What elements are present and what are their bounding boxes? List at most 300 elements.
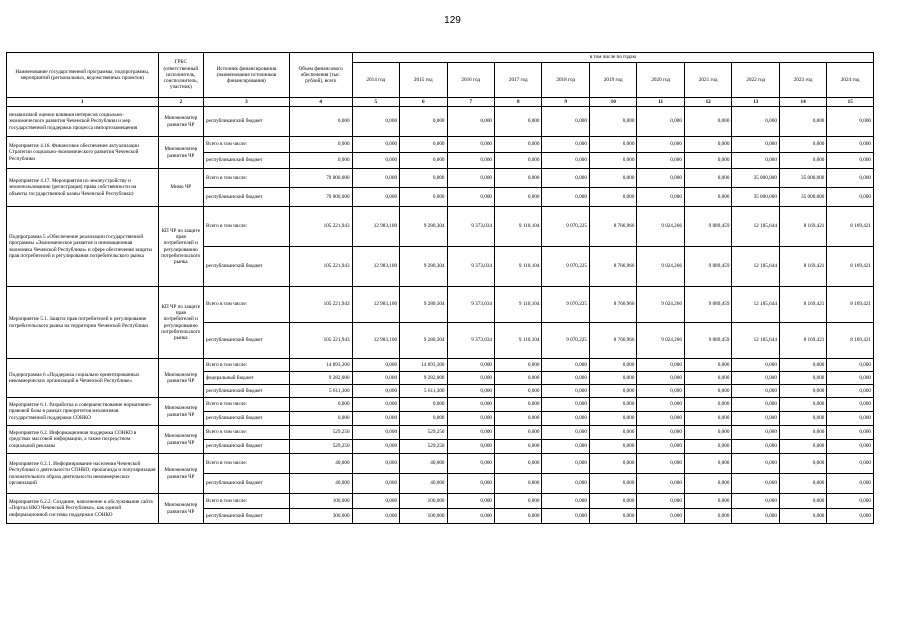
- funding-source-cell: республиканский бюджет: [204, 385, 290, 398]
- table-row: [7, 137, 874, 153]
- year-value-cell: 0,000: [732, 137, 779, 153]
- year-value-cell: 12 185,644: [732, 247, 779, 287]
- year-value-cell: 0,000: [732, 398, 779, 412]
- grbs-cell: Минэкономтер развития ЧР: [158, 107, 203, 137]
- year-value-cell: 0,000: [542, 385, 589, 398]
- year-value-cell: 0,000: [637, 153, 684, 169]
- funding-source-cell: республиканский бюджет: [204, 412, 290, 426]
- year-value-cell: 0,000: [447, 509, 494, 524]
- grbs-cell: КП ЧР по защите прав потребителей и регулированию потребительского рынка: [158, 207, 203, 287]
- funding-source-cell: республиканский бюджет: [204, 153, 290, 169]
- year-value-cell: 0,000: [684, 440, 731, 454]
- year-value-cell: 0,000: [447, 412, 494, 426]
- funding-source-cell: республиканский бюджет: [204, 247, 290, 287]
- year-value-cell: 0,000: [495, 359, 542, 372]
- year-value-cell: 0,000: [589, 169, 636, 188]
- grbs-cell: Минэкономтер развития ЧР: [158, 398, 203, 426]
- year-value-cell: 0,000: [495, 385, 542, 398]
- year-value-cell: 0,000: [542, 412, 589, 426]
- year-value-cell: 0,000: [637, 426, 684, 440]
- year-value-cell: 8 169,421: [779, 247, 826, 287]
- year-value-cell: 0,000: [827, 137, 874, 153]
- column-number: 2: [158, 98, 203, 107]
- year-value-cell: 9 024,266: [637, 247, 684, 287]
- grbs-cell: КП ЧР по защите прав потребителей и регулированию потребительского рынка: [158, 287, 203, 359]
- year-value-cell: 0,000: [684, 137, 731, 153]
- year-value-cell: 0,000: [779, 509, 826, 524]
- table-row: [7, 287, 874, 323]
- year-value-cell: 0,000: [637, 169, 684, 188]
- year-value-cell: 0,000: [447, 137, 494, 153]
- funding-source-cell: республиканский бюджет: [204, 323, 290, 359]
- year-value-cell: 0,000: [447, 385, 494, 398]
- year-value-cell: 0,000: [732, 153, 779, 169]
- year-value-cell: 9 110,104: [495, 287, 542, 323]
- total-value-cell: 0,000: [289, 398, 352, 412]
- column-numbers-row: [7, 98, 874, 107]
- year-value-cell: 0,000: [542, 137, 589, 153]
- total-value-cell: 105 221,943: [289, 287, 352, 323]
- year-value-cell: 0,000: [495, 509, 542, 524]
- year-value-cell: 9 373,034: [447, 287, 494, 323]
- year-value-cell: 8 169,421: [827, 323, 874, 359]
- year-value-cell: 0,000: [684, 454, 731, 474]
- total-value-cell: 0,000: [289, 107, 352, 137]
- year-value-cell: 0,000: [684, 359, 731, 372]
- year-value-cell: 9 280,304: [400, 287, 447, 323]
- total-value-cell: 70 000,000: [289, 188, 352, 207]
- year-value-cell: 0,000: [732, 426, 779, 440]
- year-value-cell: 35 000,000: [732, 188, 779, 207]
- year-value-cell: 35 000,000: [732, 169, 779, 188]
- column-number: 11: [637, 98, 684, 107]
- year-value-cell: 9 089,459: [684, 323, 731, 359]
- year-value-cell: 35 000,000: [779, 169, 826, 188]
- table-row: [7, 207, 874, 247]
- year-value-cell: 0,000: [684, 188, 731, 207]
- year-value-cell: 100,000: [400, 509, 447, 524]
- year-value-cell: 0,000: [589, 474, 636, 494]
- year-value-cell: 0,000: [495, 494, 542, 509]
- year-value-cell: 0,000: [542, 494, 589, 509]
- year-value-cell: 9 280,304: [400, 247, 447, 287]
- year-value-cell: 0,000: [589, 137, 636, 153]
- year-value-cell: 0,000: [637, 509, 684, 524]
- year-value-cell: 8 169,421: [779, 207, 826, 247]
- year-value-cell: 8 766,966: [589, 207, 636, 247]
- year-value-cell: 0,000: [732, 412, 779, 426]
- year-value-cell: 9 070,225: [542, 247, 589, 287]
- year-value-cell: 0,000: [779, 398, 826, 412]
- year-value-cell: 9 280,304: [400, 323, 447, 359]
- year-value-cell: 0,000: [542, 454, 589, 474]
- year-value-cell: 9 089,459: [684, 247, 731, 287]
- total-value-cell: 9 282,000: [289, 372, 352, 385]
- program-name-cell: Мероприятие 6.2. Информационная поддержка СОНКО в средствах массовой информации, а также посредством социальной рекламы: [7, 426, 159, 454]
- year-value-cell: 0,000: [542, 169, 589, 188]
- year-value-cell: 0,000: [495, 412, 542, 426]
- header-name: Наименование государственной программы, подпрограммы, мероприятий (региональных, ведомственных проектов): [7, 53, 159, 98]
- header-year: 2014 год: [352, 63, 399, 98]
- year-value-cell: 0,000: [684, 398, 731, 412]
- program-name-cell: Мероприятие 4.17. Мероприятия по землеустройству и землепользованию (регистрация) права собственности на объекты государственной казны Чеченской Республики): [7, 169, 159, 207]
- year-value-cell: 9 024,266: [637, 323, 684, 359]
- column-number: 9: [542, 98, 589, 107]
- year-value-cell: 0,000: [447, 474, 494, 494]
- year-value-cell: 0,000: [542, 398, 589, 412]
- year-value-cell: 9 110,104: [495, 207, 542, 247]
- funding-source-cell: республиканский бюджет: [204, 474, 290, 494]
- year-value-cell: 0,000: [827, 359, 874, 372]
- year-value-cell: 0,000: [447, 169, 494, 188]
- header-year: 2022 год: [732, 63, 779, 98]
- year-value-cell: 0,000: [827, 440, 874, 454]
- funding-source-cell: Всего в том числе:: [204, 359, 290, 372]
- year-value-cell: 0,000: [352, 412, 399, 426]
- year-value-cell: 0,000: [827, 412, 874, 426]
- program-name-cell: Мероприятие 6.2.2. Создание, наполнение и обслуживание сайта «Портал НКО Чеченской Республики», как единой информационной системы поддержки СОНКО: [7, 494, 159, 524]
- year-value-cell: 0,000: [827, 454, 874, 474]
- year-value-cell: 0,000: [779, 359, 826, 372]
- total-value-cell: 0,000: [289, 153, 352, 169]
- program-name-cell: Мероприятие 4.16. Финансовое обеспечение актуализации Стратегии социально-экономического развития Чеченской Республики: [7, 137, 159, 169]
- total-value-cell: 5 611,300: [289, 385, 352, 398]
- year-value-cell: 12 185,644: [732, 287, 779, 323]
- year-value-cell: 0,000: [637, 398, 684, 412]
- year-value-cell: 0,000: [447, 494, 494, 509]
- header-year: 2017 год: [495, 63, 542, 98]
- total-value-cell: 529,250: [289, 440, 352, 454]
- header-year: 2018 год: [542, 63, 589, 98]
- year-value-cell: 529,250: [400, 426, 447, 440]
- year-value-cell: 0,000: [589, 188, 636, 207]
- header-year: 2019 год: [589, 63, 636, 98]
- table-row: [7, 454, 874, 474]
- year-value-cell: 0,000: [542, 153, 589, 169]
- year-value-cell: 0,000: [352, 385, 399, 398]
- year-value-cell: 0,000: [589, 398, 636, 412]
- year-value-cell: 8 169,421: [779, 323, 826, 359]
- funding-source-cell: Всего в том числе:: [204, 287, 290, 323]
- year-value-cell: 0,000: [732, 440, 779, 454]
- year-value-cell: 0,000: [542, 474, 589, 494]
- year-value-cell: 0,000: [352, 509, 399, 524]
- year-value-cell: 0,000: [589, 359, 636, 372]
- total-value-cell: 70 000,000: [289, 169, 352, 188]
- year-value-cell: 0,000: [637, 188, 684, 207]
- grbs-cell: Минэкономтер развития ЧР: [158, 359, 203, 398]
- year-value-cell: 0,000: [352, 169, 399, 188]
- year-value-cell: 0,000: [637, 385, 684, 398]
- year-value-cell: 0,000: [589, 385, 636, 398]
- table-row: [7, 426, 874, 440]
- year-value-cell: 8 169,421: [779, 287, 826, 323]
- year-value-cell: 0,000: [447, 372, 494, 385]
- year-value-cell: 0,000: [589, 440, 636, 454]
- year-value-cell: 0,000: [637, 440, 684, 454]
- year-value-cell: 0,000: [542, 426, 589, 440]
- column-number: 10: [589, 98, 636, 107]
- year-value-cell: 0,000: [352, 474, 399, 494]
- year-value-cell: 0,000: [400, 398, 447, 412]
- year-value-cell: 0,000: [827, 494, 874, 509]
- header-source: Источник финансирования (наименование источников финансирования): [204, 53, 290, 98]
- year-value-cell: 0,000: [684, 385, 731, 398]
- table-row: [7, 494, 874, 509]
- year-value-cell: 0,000: [779, 412, 826, 426]
- year-value-cell: 0,000: [447, 426, 494, 440]
- year-value-cell: 0,000: [684, 494, 731, 509]
- year-value-cell: 0,000: [779, 137, 826, 153]
- year-value-cell: 9 282,000: [400, 372, 447, 385]
- year-value-cell: 0,000: [827, 509, 874, 524]
- year-value-cell: 0,000: [827, 398, 874, 412]
- header-grbs: ГРБС (ответственный исполнитель, соисполнитель, участник): [158, 53, 203, 98]
- total-value-cell: 14 893,300: [289, 359, 352, 372]
- year-value-cell: 0,000: [684, 426, 731, 440]
- year-value-cell: 0,000: [637, 474, 684, 494]
- column-number: 13: [732, 98, 779, 107]
- funding-source-cell: Всего в том числе:: [204, 137, 290, 153]
- total-value-cell: 0,000: [289, 137, 352, 153]
- year-value-cell: 8 169,421: [827, 287, 874, 323]
- year-value-cell: 0,000: [732, 454, 779, 474]
- total-value-cell: 0,000: [289, 412, 352, 426]
- year-value-cell: 0,000: [827, 426, 874, 440]
- program-name-cell: Подпрограмма 6 «Поддержка социально ориентированных некоммерческих организаций в Чеченской Республике»: [7, 359, 159, 398]
- column-number: 4: [289, 98, 352, 107]
- year-value-cell: 0,000: [779, 153, 826, 169]
- year-value-cell: 0,000: [779, 426, 826, 440]
- year-value-cell: 0,000: [779, 372, 826, 385]
- year-value-cell: 8 766,966: [589, 323, 636, 359]
- year-value-cell: 0,000: [400, 169, 447, 188]
- year-value-cell: 0,000: [732, 474, 779, 494]
- year-value-cell: 0,000: [827, 107, 874, 137]
- year-value-cell: 40,000: [400, 454, 447, 474]
- year-value-cell: 0,000: [447, 440, 494, 454]
- year-value-cell: 0,000: [589, 509, 636, 524]
- year-value-cell: 0,000: [495, 454, 542, 474]
- funding-source-cell: республиканский бюджет: [204, 440, 290, 454]
- total-value-cell: 300,000: [289, 509, 352, 524]
- year-value-cell: 35 000,000: [779, 188, 826, 207]
- year-value-cell: 12 983,100: [352, 323, 399, 359]
- year-value-cell: 0,000: [447, 107, 494, 137]
- year-value-cell: 0,000: [779, 385, 826, 398]
- table-body: [7, 107, 874, 524]
- year-value-cell: 0,000: [400, 153, 447, 169]
- header-year: 2023 год: [779, 63, 826, 98]
- year-value-cell: 8 766,966: [589, 287, 636, 323]
- year-value-cell: 8 169,421: [827, 247, 874, 287]
- year-value-cell: 0,000: [542, 188, 589, 207]
- year-value-cell: 0,000: [589, 426, 636, 440]
- grbs-cell: Минэкономтер развития ЧР: [158, 494, 203, 524]
- year-value-cell: 9 024,266: [637, 287, 684, 323]
- year-value-cell: 0,000: [779, 454, 826, 474]
- year-value-cell: 12 983,100: [352, 207, 399, 247]
- year-value-cell: 9 280,304: [400, 207, 447, 247]
- year-value-cell: 0,000: [637, 359, 684, 372]
- program-name-cell: Подпрограмма 5 «Обеспечение реализации государственной программы «Экономическое развитие и инновационная экономика Чеченской Республики» и сфере обеспечения защиты прав потребителей и регулирования потребительского рынка: [7, 207, 159, 287]
- year-value-cell: 0,000: [589, 153, 636, 169]
- year-value-cell: 0,000: [400, 412, 447, 426]
- table-row: [7, 107, 874, 137]
- year-value-cell: 0,000: [732, 494, 779, 509]
- header-years-caption: в том числе по годам: [352, 53, 873, 63]
- year-value-cell: 0,000: [542, 372, 589, 385]
- funding-source-cell: Всего в том числе:: [204, 207, 290, 247]
- year-value-cell: 0,000: [589, 494, 636, 509]
- year-value-cell: 0,000: [352, 372, 399, 385]
- year-value-cell: 0,000: [352, 494, 399, 509]
- header-year: 2021 год: [684, 63, 731, 98]
- total-value-cell: 40,000: [289, 474, 352, 494]
- year-value-cell: 0,000: [732, 107, 779, 137]
- funding-source-cell: Всего в том числе:: [204, 169, 290, 188]
- year-value-cell: 0,000: [827, 385, 874, 398]
- year-value-cell: 12 983,100: [352, 247, 399, 287]
- year-value-cell: 0,000: [542, 107, 589, 137]
- year-value-cell: 9 024,266: [637, 207, 684, 247]
- year-value-cell: 0,000: [447, 153, 494, 169]
- year-value-cell: 0,000: [637, 372, 684, 385]
- funding-source-cell: республиканский бюджет: [204, 107, 290, 137]
- column-number: 12: [684, 98, 731, 107]
- year-value-cell: 0,000: [637, 137, 684, 153]
- year-value-cell: 0,000: [542, 440, 589, 454]
- year-value-cell: 0,000: [447, 398, 494, 412]
- column-number: 3: [204, 98, 290, 107]
- year-value-cell: 0,000: [827, 169, 874, 188]
- year-value-cell: 0,000: [495, 426, 542, 440]
- year-value-cell: 0,000: [352, 440, 399, 454]
- total-value-cell: 105 221,943: [289, 247, 352, 287]
- year-value-cell: 0,000: [352, 107, 399, 137]
- year-value-cell: 0,000: [589, 107, 636, 137]
- year-value-cell: 0,000: [495, 474, 542, 494]
- year-value-cell: 0,000: [827, 153, 874, 169]
- program-name-cell: независимой оценки влияния интересов социально-экономического развития Чеченской Республики и мер государственной поддержки процесса импортозамещения: [7, 107, 159, 137]
- year-value-cell: 0,000: [495, 440, 542, 454]
- year-value-cell: 0,000: [589, 454, 636, 474]
- year-value-cell: 14 893,300: [400, 359, 447, 372]
- year-value-cell: 0,000: [400, 188, 447, 207]
- funding-source-cell: Всего в том числе:: [204, 398, 290, 412]
- year-value-cell: 0,000: [589, 372, 636, 385]
- header-year: 2015 год: [400, 63, 447, 98]
- page-number: 129: [444, 15, 461, 26]
- year-value-cell: 0,000: [637, 494, 684, 509]
- year-value-cell: 0,000: [779, 494, 826, 509]
- total-value-cell: 40,000: [289, 454, 352, 474]
- funding-source-cell: федеральный бюджет: [204, 372, 290, 385]
- program-name-cell: Мероприятие 6.2.1. Информирование населения Чеченской Республики о деятельности СОНКО, пропаганда и популяризация положительного образа деятельности некоммерческих организаций: [7, 454, 159, 494]
- year-value-cell: 0,000: [495, 107, 542, 137]
- year-value-cell: 0,000: [352, 153, 399, 169]
- year-value-cell: 0,000: [684, 509, 731, 524]
- funding-source-cell: республиканский бюджет: [204, 509, 290, 524]
- year-value-cell: 0,000: [352, 426, 399, 440]
- year-value-cell: 9 373,034: [447, 207, 494, 247]
- year-value-cell: 0,000: [684, 153, 731, 169]
- funding-source-cell: Всего в том числе:: [204, 426, 290, 440]
- header-year: 2020 год: [637, 63, 684, 98]
- year-value-cell: 8 766,966: [589, 247, 636, 287]
- header-total: Объем финансового обеспечения (тыс. рублей), всего: [289, 53, 352, 98]
- year-value-cell: 12 983,100: [352, 287, 399, 323]
- year-value-cell: 0,000: [352, 137, 399, 153]
- year-value-cell: 0,000: [542, 359, 589, 372]
- year-value-cell: 0,000: [637, 412, 684, 426]
- table-row: [7, 359, 874, 372]
- year-value-cell: 0,000: [447, 188, 494, 207]
- year-value-cell: 529,250: [400, 440, 447, 454]
- year-value-cell: 9 110,104: [495, 323, 542, 359]
- header-year: 2016 год: [447, 63, 494, 98]
- grbs-cell: Минэкономтер развития ЧР: [158, 137, 203, 169]
- year-value-cell: 0,000: [732, 385, 779, 398]
- year-value-cell: 0,000: [495, 153, 542, 169]
- financing-table: [6, 52, 874, 524]
- year-value-cell: 0,000: [495, 372, 542, 385]
- year-value-cell: 0,000: [589, 412, 636, 426]
- year-value-cell: 9 373,034: [447, 323, 494, 359]
- year-value-cell: 8 169,421: [827, 207, 874, 247]
- year-value-cell: 0,000: [542, 509, 589, 524]
- grbs-cell: Мимо ЧР: [158, 169, 203, 207]
- year-value-cell: 0,000: [352, 454, 399, 474]
- year-value-cell: 0,000: [352, 359, 399, 372]
- year-value-cell: 0,000: [827, 474, 874, 494]
- program-name-cell: Мероприятие 5.1. Защита прав потребителей и регулирование потребительского рынка на территории Чеченской Республики: [7, 287, 159, 359]
- total-value-cell: 529,250: [289, 426, 352, 440]
- year-value-cell: 9 070,225: [542, 207, 589, 247]
- year-value-cell: 9 373,034: [447, 247, 494, 287]
- year-value-cell: 0,000: [732, 372, 779, 385]
- table-row: [7, 169, 874, 188]
- year-value-cell: 0,000: [779, 107, 826, 137]
- year-value-cell: 0,000: [779, 474, 826, 494]
- year-value-cell: 9 070,225: [542, 287, 589, 323]
- year-value-cell: 0,000: [827, 372, 874, 385]
- year-value-cell: 0,000: [495, 169, 542, 188]
- funding-source-cell: Всего в том числе:: [204, 494, 290, 509]
- column-number: 8: [495, 98, 542, 107]
- year-value-cell: 0,000: [637, 107, 684, 137]
- table-row: [7, 398, 874, 412]
- year-value-cell: 0,000: [779, 440, 826, 454]
- column-number: 14: [779, 98, 826, 107]
- funding-source-cell: Всего в том числе:: [204, 454, 290, 474]
- year-value-cell: 0,000: [684, 412, 731, 426]
- year-value-cell: 0,000: [447, 359, 494, 372]
- year-value-cell: 0,000: [684, 474, 731, 494]
- year-value-cell: 0,000: [400, 137, 447, 153]
- year-value-cell: 100,000: [400, 494, 447, 509]
- grbs-cell: Минэкономтер развития ЧР: [158, 426, 203, 454]
- year-value-cell: 0,000: [827, 188, 874, 207]
- total-value-cell: 100,000: [289, 494, 352, 509]
- year-value-cell: 0,000: [732, 359, 779, 372]
- year-value-cell: 0,000: [400, 107, 447, 137]
- total-value-cell: 105 221,943: [289, 323, 352, 359]
- header-year: 2024 год: [827, 63, 874, 98]
- year-value-cell: 9 070,225: [542, 323, 589, 359]
- year-value-cell: 9 110,104: [495, 247, 542, 287]
- year-value-cell: 9 089,459: [684, 207, 731, 247]
